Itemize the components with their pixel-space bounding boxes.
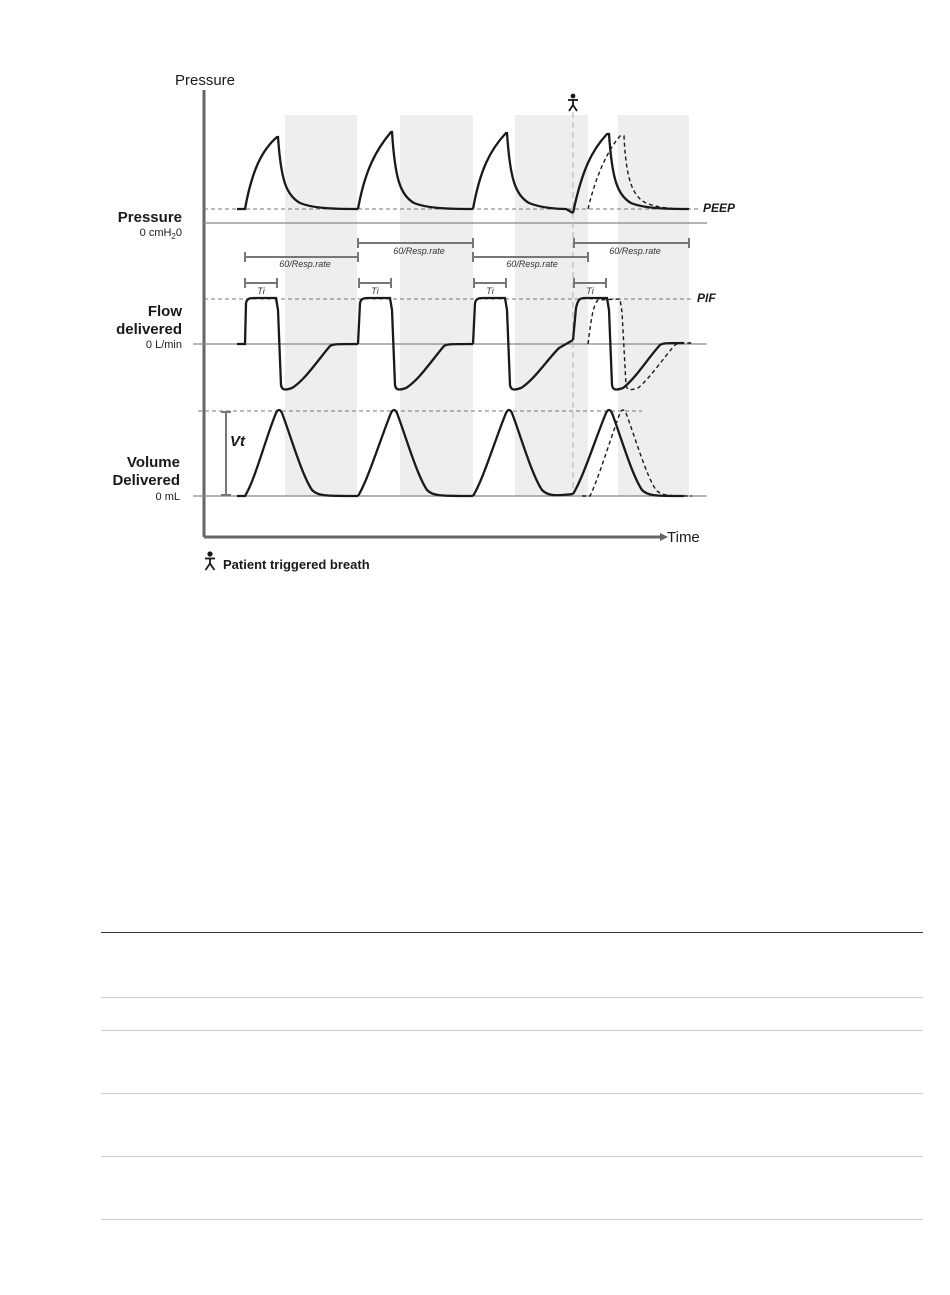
resp-rate-label-1: 60/Resp.rate	[279, 259, 331, 269]
table-row-divider	[101, 1156, 923, 1157]
patient-trigger-icon	[568, 94, 578, 111]
ti-label-2: Ti	[371, 286, 379, 296]
table-top-rule	[101, 932, 923, 933]
vt-label: Vt	[230, 433, 245, 450]
ti-label-1: Ti	[257, 286, 265, 296]
axis-y-label: Pressure	[175, 72, 236, 89]
table-row-divider	[101, 1030, 923, 1031]
volume-unit: 0 mL	[155, 491, 180, 503]
peep-label: PEEP	[703, 201, 736, 215]
flow-unit: 0 L/min	[145, 339, 182, 351]
band-1	[285, 115, 357, 496]
table-row-divider	[101, 997, 923, 998]
band-2	[400, 115, 473, 496]
volume-label-line1: Volume	[126, 454, 180, 471]
band-4	[618, 115, 689, 496]
ti-label-4: Ti	[586, 286, 594, 296]
legend-patient-icon	[205, 551, 215, 570]
resp-rate-label-3: 60/Resp.rate	[506, 259, 558, 269]
volume-label-line2: Delivered	[112, 472, 180, 489]
pif-label: PIF	[697, 291, 716, 305]
pressure-unit: 0 cmH$_2$0	[139, 227, 182, 241]
resp-rate-label-4: 60/Resp.rate	[609, 246, 661, 256]
flow-label-line2: delivered	[116, 321, 182, 338]
resp-rate-label-2: 60/Resp.rate	[393, 246, 445, 256]
legend-label: Patient triggered breath	[223, 557, 370, 572]
ti-label-3: Ti	[486, 286, 494, 296]
legend	[205, 551, 370, 572]
flow-label-line1: Flow	[147, 303, 182, 320]
table-bottom-rule	[101, 1219, 923, 1220]
vt-dimension	[221, 412, 246, 495]
pressure-label: Pressure	[117, 209, 182, 226]
axis-x-label: Time	[667, 529, 700, 546]
ventilator-waveform-diagram	[0, 0, 950, 600]
table-row-divider	[101, 1093, 923, 1094]
